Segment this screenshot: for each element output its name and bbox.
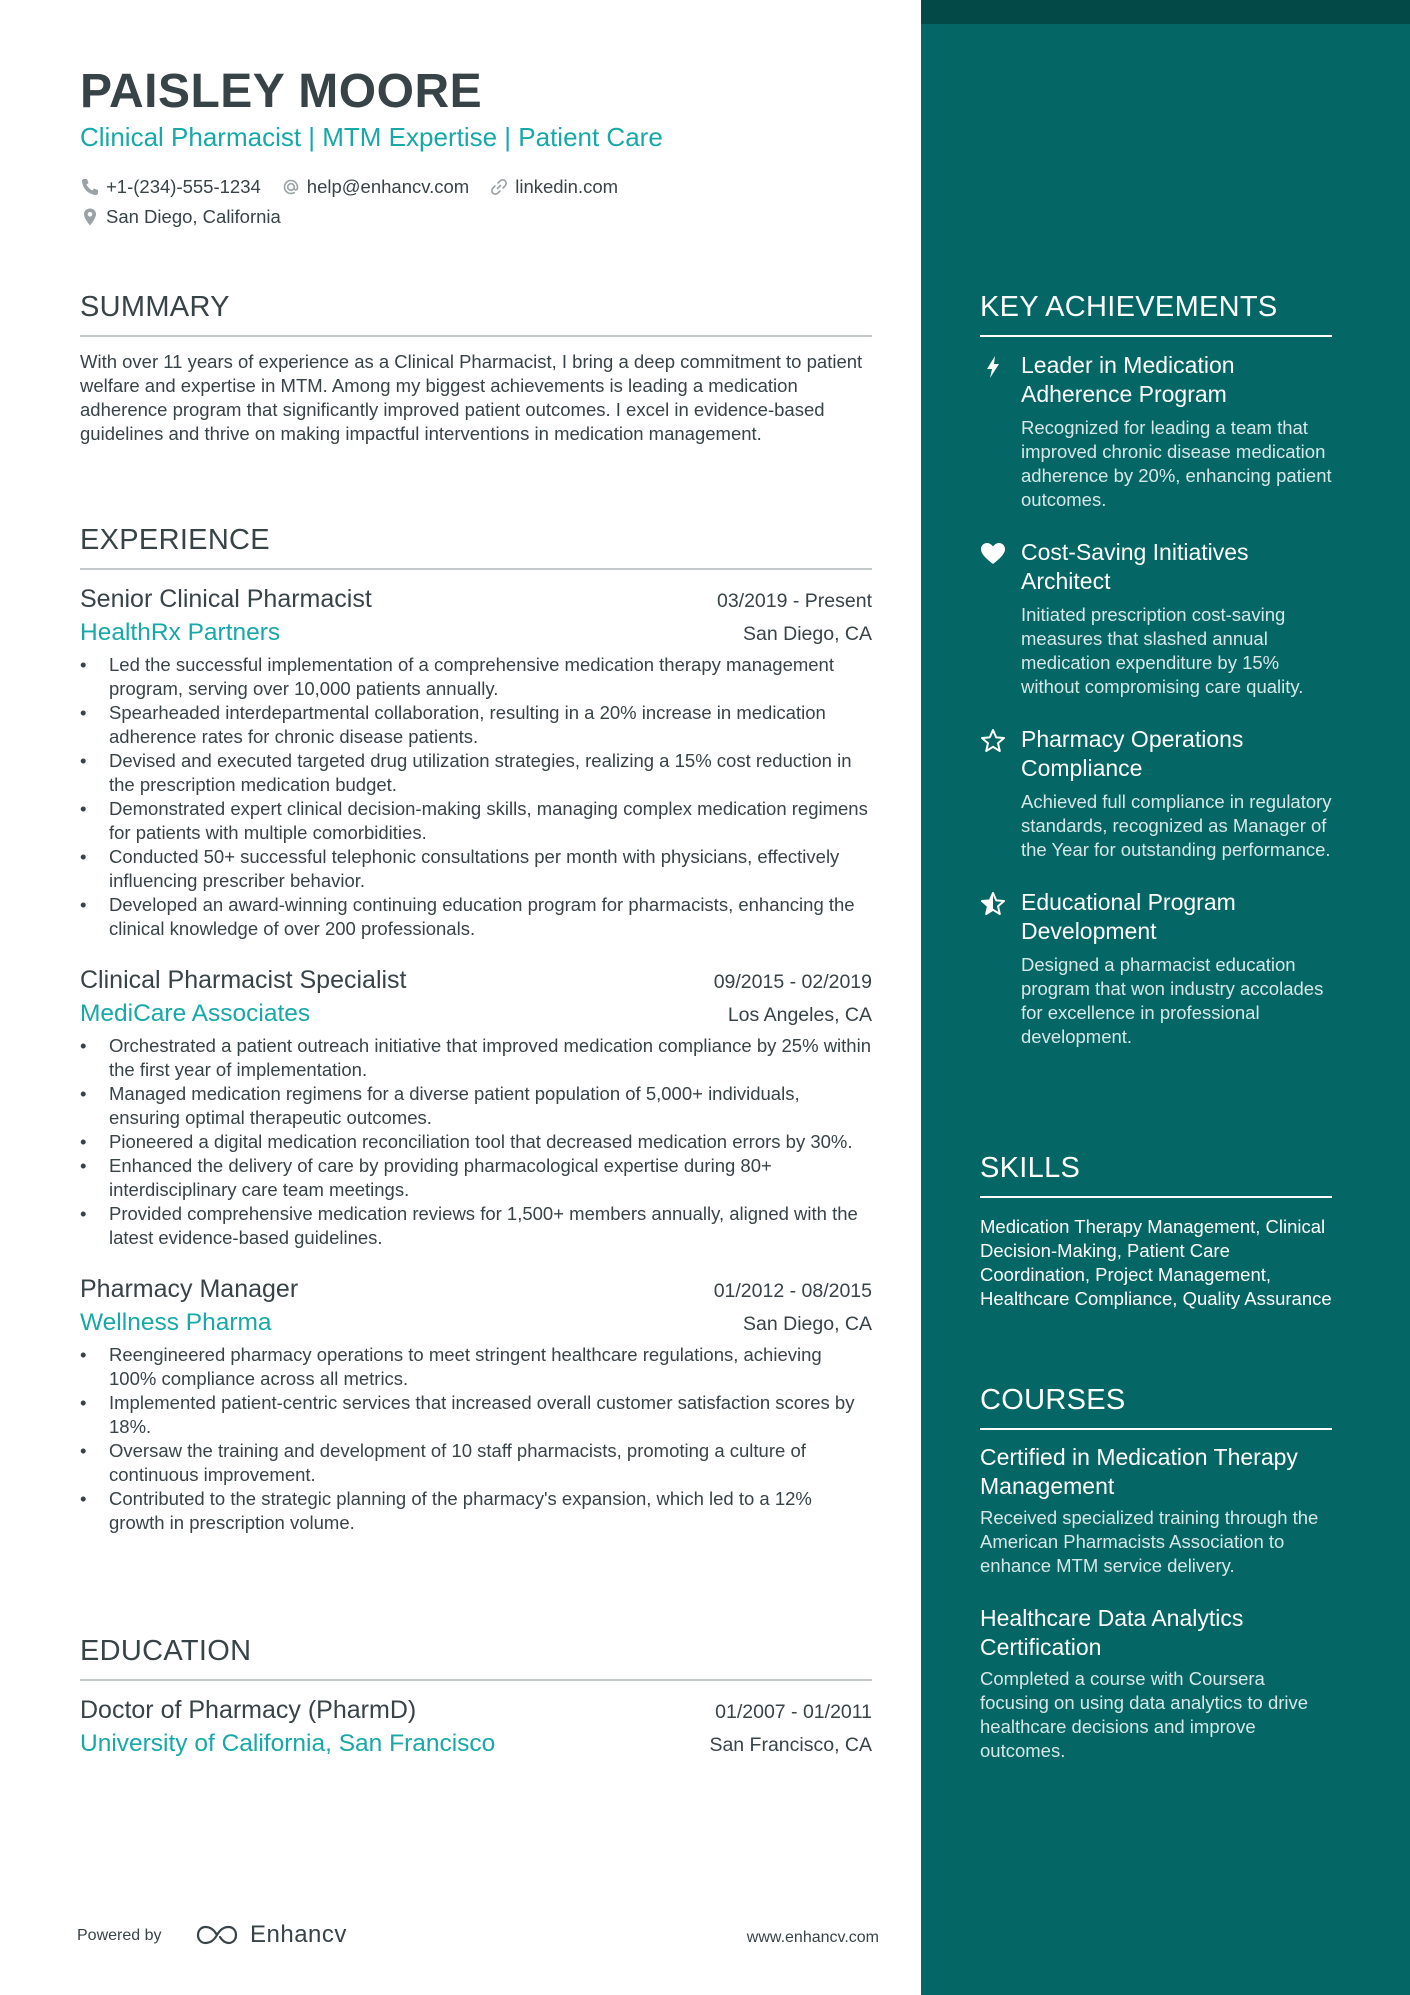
courses-heading: COURSES — [980, 1382, 1332, 1430]
achievement-title: Pharmacy Operations Compliance — [1021, 726, 1244, 781]
course-title: Certified in Medication Therapy Management — [980, 1444, 1298, 1499]
degree-title: Doctor of Pharmacy (PharmD) — [80, 1696, 417, 1724]
education-entry — [80, 1693, 872, 1761]
candidate-name: PAISLEY MOORE — [80, 65, 483, 118]
summary-section — [80, 289, 872, 446]
skills-heading: SKILLS — [980, 1150, 1332, 1198]
summary-text: With over 11 years of experience as a Clinical Pharmacist, I bring a deep commitment to patient welfare and expertise in MTM. Among my biggest achievements is leading a medication adherence program that significantly improved patient outcomes. I excel in evidence-based guidelines and thrive on making impactful interventions in medication management. — [80, 351, 863, 444]
achievement-item — [980, 888, 1332, 1049]
job-location: San Diego, CA — [743, 1313, 872, 1335]
enhancv-logo[interactable] — [194, 1921, 347, 1949]
achievements-section — [980, 289, 1332, 1049]
job-title: Clinical Pharmacist Specialist — [80, 966, 407, 994]
course-item — [980, 1604, 1332, 1763]
contact-location — [80, 205, 281, 229]
brand-name: Enhancv — [250, 1921, 347, 1948]
achievement-title: Cost-Saving Initiatives Architect — [1021, 539, 1249, 594]
job-bullet: • Reengineered pharmacy operations to meet stringent healthcare regulations, achieving 100% compliance across all metrics. — [80, 1343, 872, 1391]
location-pin-icon — [80, 207, 100, 227]
website-link[interactable]: www.enhancv.com — [746, 1929, 879, 1946]
contact-linkedin[interactable] — [489, 175, 618, 199]
course-title: Healthcare Data Analytics Certification — [980, 1605, 1244, 1660]
achievement-item — [980, 351, 1332, 512]
job-entry — [80, 963, 872, 1250]
achievement-desc: Recognized for leading a team that improved chronic disease medication adherence by 20%, enhancing patient outcomes. — [1021, 417, 1332, 510]
contact-info — [80, 172, 638, 232]
job-bullet: • Contributed to the strategic planning of the pharmacy's expansion, which led to a 12% growth in prescription volume. — [80, 1487, 872, 1535]
bolt-icon — [980, 354, 1006, 380]
education-heading: EDUCATION — [80, 1633, 872, 1681]
job-bullets — [80, 653, 872, 941]
job-title: Senior Clinical Pharmacist — [80, 585, 372, 613]
phone-text: +1-(234)-555-1234 — [106, 176, 261, 197]
phone-icon — [80, 177, 100, 197]
contact-email[interactable] — [281, 175, 469, 199]
contact-phone — [80, 175, 261, 199]
achievement-desc: Achieved full compliance in regulatory standards, recognized as Manager of the Year for outstanding performance. — [1021, 791, 1332, 860]
achievement-item — [980, 725, 1332, 862]
job-location: Los Angeles, CA — [727, 1004, 872, 1026]
school-location: San Francisco, CA — [709, 1734, 872, 1756]
job-bullet: • Enhanced the delivery of care by providing pharmacological expertise during 80+ interdisciplinary care team meetings. — [80, 1154, 872, 1202]
powered-by-label: Powered by — [77, 1927, 162, 1944]
summary-heading: SUMMARY — [80, 289, 872, 337]
job-company: MediCare Associates — [80, 1000, 311, 1027]
job-bullet: • Conducted 50+ successful telephonic consultations per month with physicians, effectively influencing prescriber behavior. — [80, 845, 872, 893]
experience-heading: EXPERIENCE — [80, 522, 872, 570]
achievements-heading: KEY ACHIEVEMENTS — [980, 289, 1332, 337]
job-entry — [80, 582, 872, 941]
sidebar-top-bar — [921, 0, 1410, 24]
job-bullet: • Demonstrated expert clinical decision-making skills, managing complex medication regimens for patients with multiple comorbidities. — [80, 797, 872, 845]
job-bullets — [80, 1034, 872, 1250]
course-item — [980, 1443, 1332, 1578]
experience-section — [80, 522, 872, 1535]
job-bullet: • Managed medication regimens for a diverse patient population of 5,000+ individuals, ensuring optimal therapeutic outcomes. — [80, 1082, 872, 1130]
job-dates: 03/2019 - Present — [716, 590, 872, 612]
job-bullet: • Orchestrated a patient outreach initiative that improved medication compliance by 25% within the first year of implementation. — [80, 1034, 872, 1082]
job-company: Wellness Pharma — [80, 1309, 272, 1336]
job-dates: 09/2015 - 02/2019 — [713, 971, 872, 993]
skills-section — [980, 1150, 1332, 1311]
heart-icon — [980, 541, 1006, 567]
achievement-title: Educational Program Development — [1021, 889, 1236, 944]
job-bullet: • Developed an award-winning continuing education program for pharmacists, enhancing the clinical knowledge of over 200 professionals. — [80, 893, 872, 941]
job-bullet: • Pioneered a digital medication reconciliation tool that decreased medication errors by 30%. — [80, 1130, 872, 1154]
job-bullet: • Devised and executed targeted drug utilization strategies, realizing a 15% cost reduction in the prescription medication budget. — [80, 749, 872, 797]
job-entry — [80, 1272, 872, 1535]
star-outline-icon — [980, 728, 1006, 754]
sidebar — [921, 0, 1410, 1995]
job-bullet: • Provided comprehensive medication reviews for 1,500+ members annually, aligned with the latest evidence-based guidelines. — [80, 1202, 872, 1250]
courses-section — [980, 1382, 1332, 1763]
course-desc: Completed a course with Coursera focusing on using data analytics to drive healthcare decisions and improve outcomes. — [980, 1668, 1309, 1761]
link-icon — [489, 177, 509, 197]
email-text[interactable]: help@enhancv.com — [306, 176, 470, 197]
achievement-item — [980, 538, 1332, 699]
at-icon — [281, 177, 301, 197]
achievement-desc: Designed a pharmacist education program that won industry accolades for excellence in professional development. — [1021, 954, 1324, 1047]
infinity-logo-icon — [194, 1923, 240, 1947]
job-bullet: • Led the successful implementation of a comprehensive medication therapy management program, serving over 10,000 patients annually. — [80, 653, 872, 701]
footer — [77, 1917, 879, 1957]
candidate-headline: Clinical Pharmacist | MTM Expertise | Patient Care — [80, 122, 663, 152]
school-name: University of California, San Francisco — [80, 1730, 496, 1757]
location-text: San Diego, California — [106, 206, 281, 227]
job-title: Pharmacy Manager — [80, 1275, 299, 1303]
linkedin-text[interactable]: linkedin.com — [515, 176, 619, 197]
course-desc: Received specialized training through the American Pharmacists Association to enhance MTM service delivery. — [980, 1507, 1319, 1576]
job-bullet: • Spearheaded interdepartmental collaboration, resulting in a 20% increase in medication adherence rates for chronic disease patients. — [80, 701, 872, 749]
achievement-desc: Initiated prescription cost-saving measures that slashed annual medication expenditure by 15% without compromising care quality. — [1021, 604, 1304, 697]
achievement-title: Leader in Medication Adherence Program — [1021, 352, 1235, 407]
job-bullets — [80, 1343, 872, 1535]
skills-list: Medication Therapy Management, Clinical Decision-Making, Patient Care Coordination, Project Management, Healthcare Compliance, Quality Assurance — [980, 1216, 1332, 1309]
job-company: HealthRx Partners — [80, 619, 281, 646]
star-half-icon — [980, 891, 1006, 917]
job-bullet: • Implemented patient-centric services that increased overall customer satisfaction scores by 18%. — [80, 1391, 872, 1439]
job-bullet: • Oversaw the training and development of 10 staff pharmacists, promoting a culture of continuous improvement. — [80, 1439, 872, 1487]
job-dates: 01/2012 - 08/2015 — [713, 1280, 872, 1302]
education-dates: 01/2007 - 01/2011 — [715, 1701, 872, 1723]
education-section — [80, 1633, 872, 1761]
job-location: San Diego, CA — [743, 623, 872, 645]
